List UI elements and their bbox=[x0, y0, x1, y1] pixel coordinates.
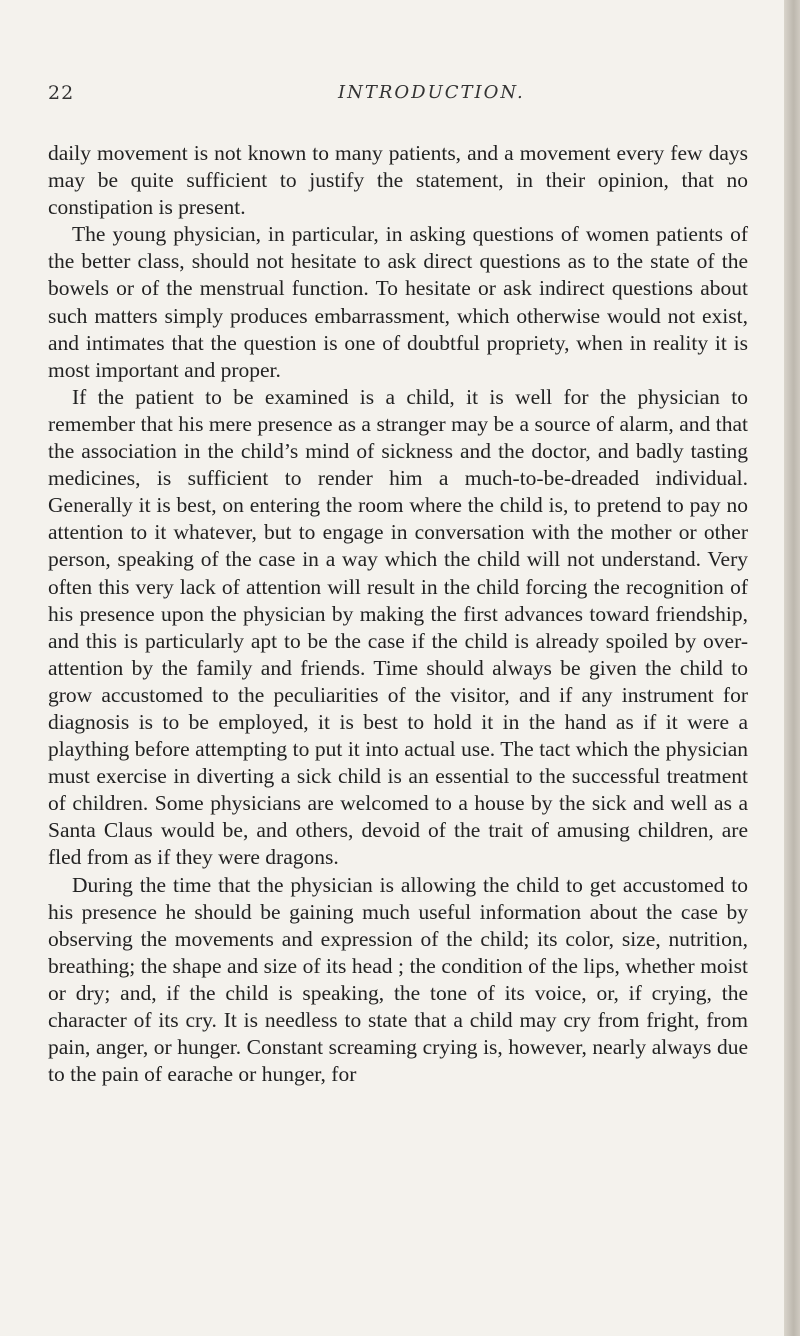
running-title: INTRODUCTION. bbox=[338, 82, 525, 103]
paragraph-child-patient: If the patient to be examined is a child, it is well for the physician to remember that his mere presence as a stranger may be a source of alarm, and that the association in the child’s mind of sickness and the doctor, and badly tasting medicines, is sufficient to render him a much-to-be-dreaded individual. Generally it is best, on entering the room where the child is, to pretend to pay no attention to it whatever, but to engage in conversation with the mother or other person, speaking of the case in a way which the child will not understand. Very often this very lack of attention will result in the child forcing the recognition of his presence upon the physician by making the first advances toward friendship, and this is particularly apt to be the case if the child is already spoiled by over-attention by the family and friends. Time should always be given the child to grow accustomed to the peculiarities of the visitor, and if any instrument for diagnosis is to be employed, it is best to hold it in the hand as if it were a plaything before attempting to put it into actual use. The tact which the physician must exercise in diverting a sick child is an essential to the successful treatment of children. Some physicians are welcomed to a house by the sick and well as a Santa Claus would be, and others, devoid of the trait of amusing children, are fled from as if they were dragons. bbox=[48, 384, 748, 870]
page-number: 22 bbox=[48, 82, 75, 104]
running-head bbox=[48, 82, 748, 116]
paragraph-observation: During the time that the physician is allowing the child to get accustomed to his presence he should be gaining much useful information about the case by observing the movements and expression of the child; its color, size, nutrition, breathing; the shape and size of its head ; the condition of the lips, whether moist or dry; and, if the child is speaking, the tone of its voice, or, if crying, the character of its cry. It is needless to state that a child may cry from fright, from pain, anger, or hunger. Constant screaming crying is, however, nearly always due to the pain of earache or hunger, for bbox=[48, 872, 748, 1087]
page-edge bbox=[784, 0, 800, 1336]
paragraph-continued: daily movement is not known to many patients, and a movement every few days may be quite sufficient to justify the statement, in their opinion, that no constipation is present. bbox=[48, 141, 748, 220]
paragraph-direct-questions: The young physician, in particular, in asking questions of women patients of the better class, should not hesitate to ask direct questions as to the state of the bowels or of the menstrual function. To hesitate or ask indirect questions about such matters simply produces embarrassment, which otherwise would not exist, and intimates that the question is one of doubtful propriety, when in reality it is most important and proper. bbox=[48, 222, 748, 382]
body-text bbox=[48, 140, 748, 1088]
